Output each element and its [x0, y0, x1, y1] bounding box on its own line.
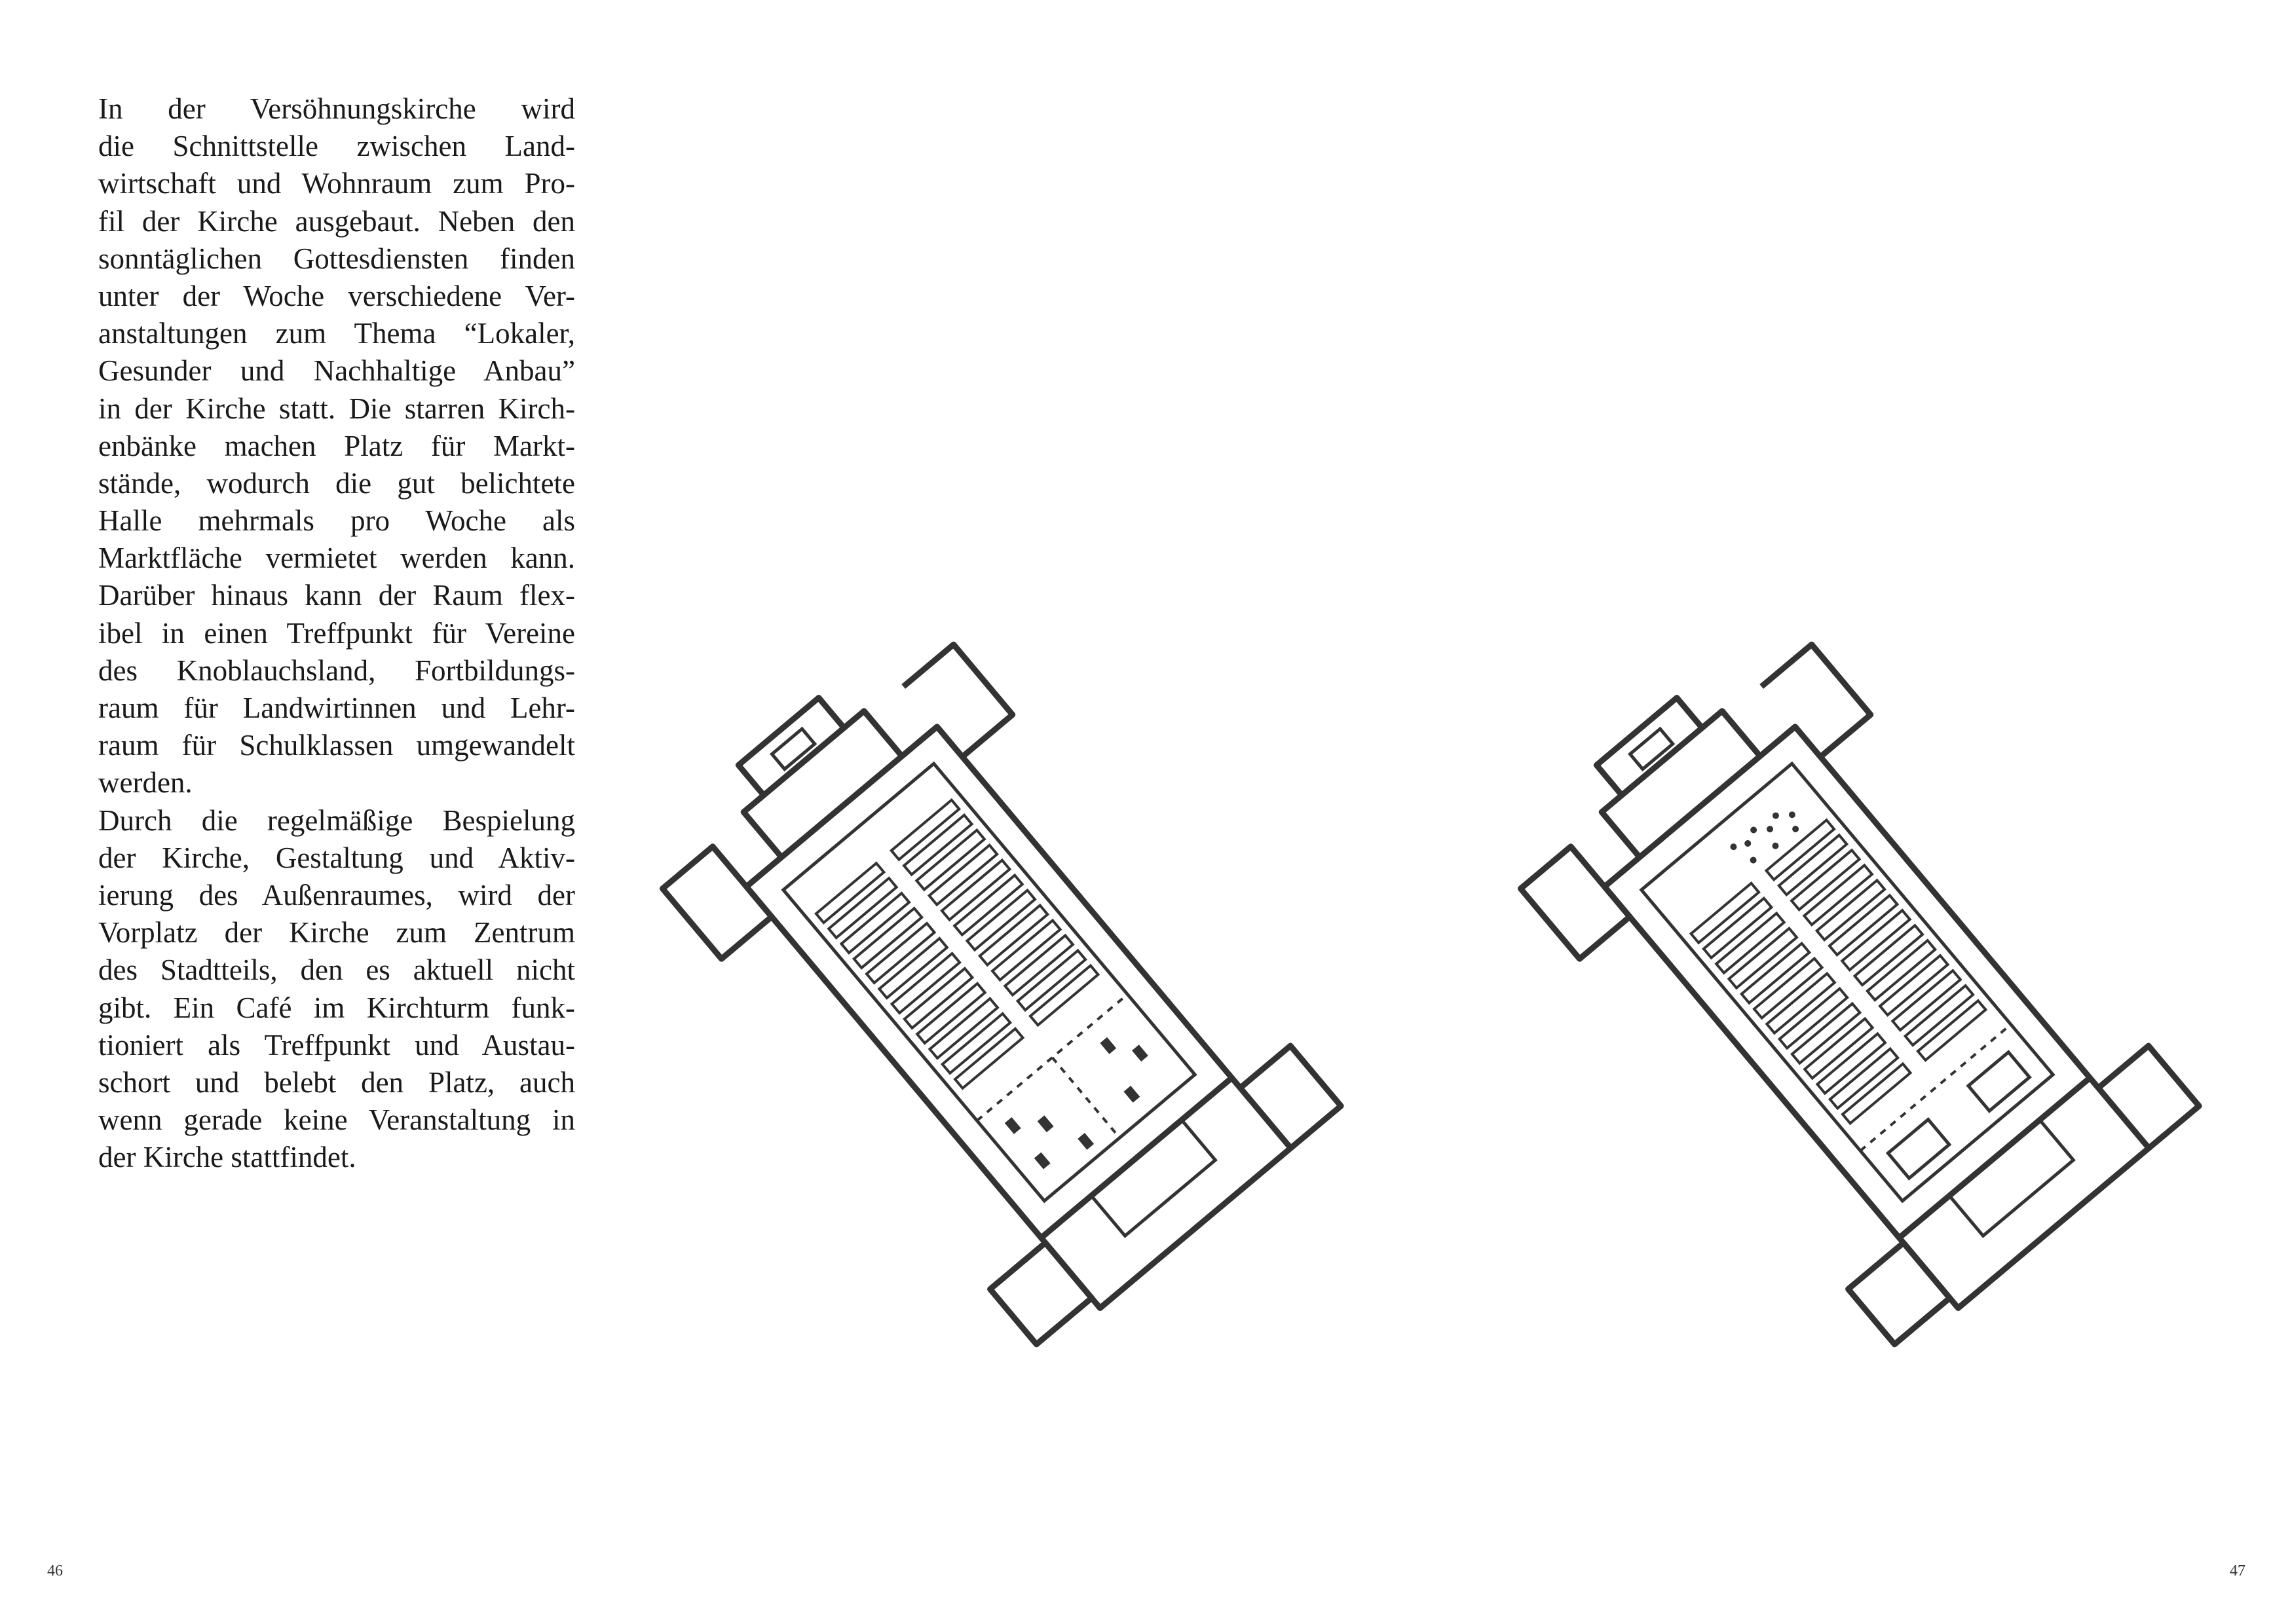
floor-plan-church-market	[681, 674, 1284, 1303]
text-line: werden.	[98, 766, 193, 800]
text-line: Gesunder und Nachhaltige Anbau”	[98, 354, 575, 388]
seating-dots	[1729, 800, 1805, 872]
text-line: wenn gerade keine Veranstaltung in	[98, 1103, 575, 1137]
text-line: ibel in einen Treffpunkt für Vereine	[98, 616, 575, 650]
text-line: tioniert als Treffpunkt und Austau-	[98, 1028, 575, 1061]
text-line: die Schnittstelle zwischen Land-	[98, 130, 575, 163]
page-number-left: 46	[47, 1562, 63, 1579]
text-line: sonntäglichen Gottesdiensten finden	[98, 242, 575, 275]
text-line: des Stadtteils, den es aktuell nicht	[98, 953, 575, 987]
text-line: unter der Woche verschiedene Ver-	[98, 279, 575, 312]
paragraph-1	[98, 90, 575, 802]
text-line: Halle mehrmals pro Woche als	[98, 504, 575, 538]
text-line: der Kirche, Gestaltung und Aktiv-	[98, 841, 575, 874]
text-line: fil der Kirche ausgebaut. Neben den	[98, 204, 575, 238]
text-line: Durch die regelmäßige Bespielung	[98, 803, 575, 837]
paragraph-2	[98, 802, 575, 1177]
floor-plan-drawing	[1539, 674, 2142, 1303]
text-line: ierung des Außenraumes, wird der	[98, 878, 575, 912]
text-line: Vorplatz der Kirche zum Zentrum	[98, 916, 575, 950]
text-line: stände, wodurch die gut belichtete	[98, 466, 575, 500]
text-line: In der Versöhnungskirche wird	[98, 92, 575, 125]
text-line: in der Kirche statt. Die starren Kirch-	[98, 392, 575, 425]
floor-plan-church-pews	[1539, 674, 2142, 1303]
text-line: des Knoblauchsland, Fortbildungs-	[98, 654, 575, 687]
text-line: raum für Schulklassen umgewandelt	[98, 729, 575, 762]
body-text	[98, 90, 575, 1176]
text-line: schort und belebt den Platz, auch	[98, 1065, 575, 1099]
text-line: Marktfläche vermietet werden kann.	[98, 542, 575, 575]
page-number-right: 47	[2230, 1562, 2245, 1579]
text-line: der Kirche stattfindet.	[98, 1141, 356, 1174]
text-line: wirtschaft und Wohnraum zum Pro-	[98, 167, 575, 200]
text-line: raum für Landwirtinnen und Lehr-	[98, 692, 575, 724]
text-line: gibt. Ein Café im Kirchturm funk-	[98, 991, 575, 1024]
text-line: enbänke machen Platz für Markt-	[98, 429, 575, 462]
floor-plan-drawing	[681, 674, 1284, 1303]
text-line: anstaltungen zum Thema “Lokaler,	[98, 317, 575, 350]
text-line: Darüber hinaus kann der Raum flex-	[98, 579, 575, 612]
market-stands	[1005, 1025, 1169, 1179]
